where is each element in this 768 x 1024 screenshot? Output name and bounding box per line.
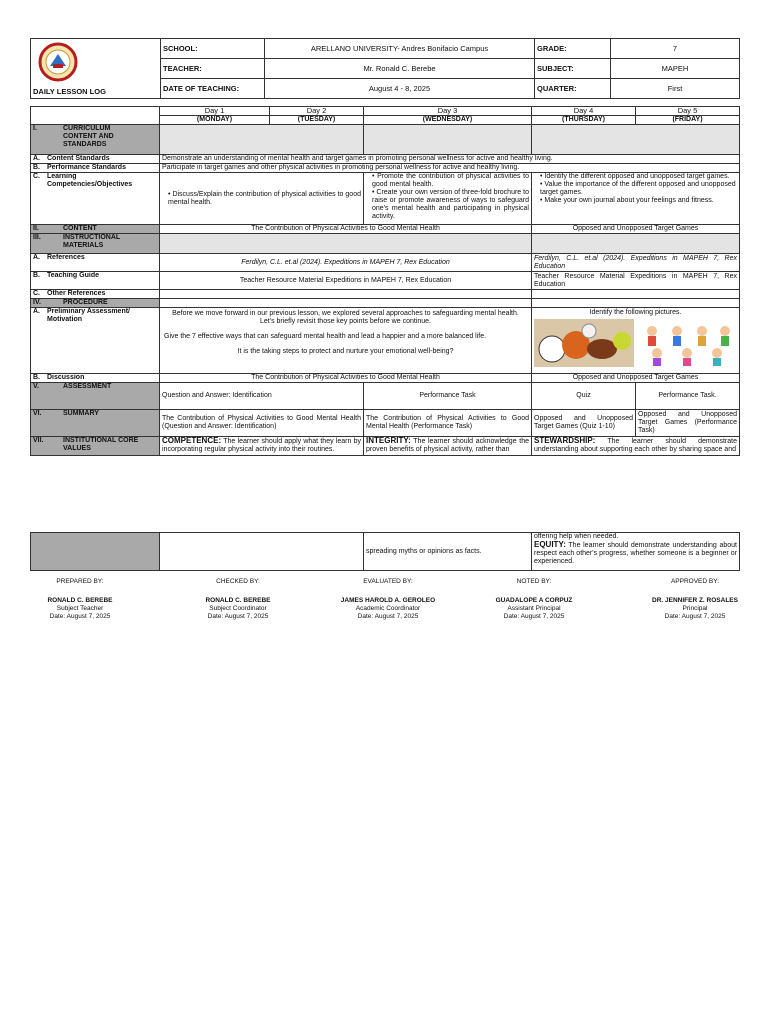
day3-name: (WEDNESDAY): [364, 116, 532, 125]
continuation-table: [30, 532, 740, 571]
target-games-cartoon-image: [637, 319, 737, 367]
discussion-left: The Contribution of Physical Activities to Good Mental Health: [160, 374, 532, 383]
competencies-label: C. Learning Competencies/Objectives: [31, 173, 160, 225]
prelim-left: Before we move forward in our previous lesson, we explored several approaches to safeguarding mental health. Let's briefly revisit those key points before we continue. Give the 7 effective ways that can safeguard mental health and lead a happier and a more balanced life. It is the taking steps to protect and nurture your emotional well-being?: [160, 308, 532, 374]
quarter-label: QUARTER:: [535, 79, 611, 99]
section-vi-label: VI. SUMMARY: [31, 410, 160, 437]
prelim-label: A. Preliminary Assessment/ Motivation: [31, 308, 160, 374]
discussion-label: B. Discussion: [31, 374, 160, 383]
performance-standards-text: Participate in target games and other physical activities in promoting personal wellness for active and healthy living.: [160, 164, 740, 173]
core-values-wed: INTEGRITY: The learner should acknowledge the proven benefits of physical activity, rather than: [364, 437, 532, 456]
section-v-label: V. ASSESSMENT: [31, 383, 160, 410]
day1-name: (MONDAY): [160, 116, 270, 125]
day3-label: Day 3: [364, 107, 532, 116]
date-label: DATE OF TEACHING:: [161, 79, 265, 99]
references-left: Ferdilyn, C.L. et.al (2024). Expeditions in MAPEH 7, Rex Education: [160, 254, 532, 272]
signatory-prepared: PREPARED BY: RONALD C. BEREBE Subject Teacher Date: August 7, 2025: [47, 578, 113, 620]
core-values-thu-fri: STEWARDSHIP: The learner should demonstrate understanding about supporting each other by sharing space and: [532, 437, 740, 456]
day4-name: (THURSDAY): [532, 116, 636, 125]
content-standards-text: Demonstrate an understanding of mental health and target games in promoting personal wellness for active and healthy living.: [160, 155, 740, 164]
section-i-label: I. CURRICULUM CONTENT AND STANDARDS: [31, 125, 160, 155]
sports-balls-image: [534, 319, 634, 367]
day1-label: Day 1: [160, 107, 270, 116]
section-iii-label: III. INSTRUCTIONAL MATERIALS: [31, 234, 160, 254]
competencies-wed: • Promote the contribution of physical activities to good mental health. • Create your own version of three-fold brochure to raise or promote awareness of ways to safeguard one's mental health and participating in physical activity.: [364, 173, 532, 225]
grade-value: 7: [611, 39, 740, 59]
core-values-mon-tue: COMPETENCE: The learner should apply what they learn by incorporating regular physical activity into their routines.: [160, 437, 364, 456]
teacher-label: TEACHER:: [161, 59, 265, 79]
signatory-checked: CHECKED BY: RONALD C. BEREBE Subject Coordinator Date: August 7, 2025: [205, 578, 271, 620]
section-iv-label: IV. PROCEDURE: [31, 299, 160, 308]
subject-label: SUBJECT:: [535, 59, 611, 79]
date-value: August 4 - 8, 2025: [265, 79, 535, 99]
content-left: The Contribution of Physical Activities to Good Mental Health: [160, 225, 532, 234]
day4-label: Day 4: [532, 107, 636, 116]
day2-name: (TUESDAY): [270, 116, 364, 125]
assessment-wed: Performance Task: [364, 383, 532, 410]
performance-standards-label: B. Performance Standards: [31, 164, 160, 173]
day2-label: Day 2: [270, 107, 364, 116]
summary-thu: Opposed and Unopposed Target Games (Quiz 1-10): [532, 410, 636, 437]
assessment-thu: Quiz: [532, 383, 636, 410]
teacher-value: Mr. Ronald C. Berebe: [265, 59, 535, 79]
school-label: SCHOOL:: [161, 39, 265, 59]
summary-wed: The Contribution of Physical Activities to Good Mental Health (Performance Task): [364, 410, 532, 437]
signatory-evaluated: EVALUATED BY: JAMES HAROLD A. GEROLEO Academic Coordinator Date: August 7, 2025: [340, 578, 436, 620]
day5-name: (FRIDAY): [636, 116, 740, 125]
day5-label: Day 5: [636, 107, 740, 116]
teaching-guide-right: Teacher Resource Material Expeditions in MAPEH 7, Rex Education: [532, 272, 740, 290]
discussion-right: Opposed and Unopposed Target Games: [532, 374, 740, 383]
quarter-value: First: [611, 79, 740, 99]
assessment-mon-tue: Question and Answer: Identification: [160, 383, 364, 410]
section-vii-label: VII. INSTITUTIONAL CORE VALUES: [31, 437, 160, 456]
references-label: A. References: [31, 254, 160, 272]
core-values-thu-fri-cont: offering help when needed. EQUITY: The learner should demonstrate understanding about respect each other's progress, whether someone is a beginner or experienced.: [532, 533, 740, 571]
subject-value: MAPEH: [611, 59, 740, 79]
day-header-row: [31, 107, 740, 116]
signatory-approved: APPROVED BY: DR. JENNIFER Z. ROSALES Principal Date: August 7, 2025: [652, 578, 738, 620]
lesson-log-table: [30, 106, 740, 456]
content-right: Opposed and Unopposed Target Games: [532, 225, 740, 234]
prelim-right: Identify the following pictures.: [532, 308, 740, 374]
doc-title: DAILY LESSON LOG: [31, 39, 161, 99]
section-ii-label: II. CONTENT: [31, 225, 160, 234]
references-right: Ferdilyn, C.L. et.al (2024). Expeditions in MAPEH 7, Rex Education: [532, 254, 740, 272]
core-values-wed-cont: spreading myths or opinions as facts.: [364, 533, 532, 571]
teaching-guide-label: B. Teaching Guide: [31, 272, 160, 290]
summary-fri: Opposed and Unopposed Target Games (Performance Task): [636, 410, 740, 437]
grade-label: GRADE:: [535, 39, 611, 59]
other-references-label: C. Other References: [31, 290, 160, 299]
summary-mon-tue: The Contribution of Physical Activities to Good Mental Health (Question and Answer: Identification): [160, 410, 364, 437]
signatory-noted: NOTED BY: GUADALOPE A CORPUZ Assistant Principal Date: August 7, 2025: [495, 578, 573, 620]
competencies-mon-tue: • Discuss/Explain the contribution of physical activities to good mental health.: [160, 173, 364, 225]
teaching-guide-left: Teacher Resource Material Expeditions in MAPEH 7, Rex Education: [160, 272, 532, 290]
competencies-thu-fri: • Identify the different opposed and unopposed target games. • Value the importance of the different opposed and unopposed target games. • Make your own journal about your feelings and fitness.: [532, 173, 740, 225]
content-standards-label: A. Content Standards: [31, 155, 160, 164]
header-table: [30, 38, 740, 99]
school-value: ARELLANO UNIVERSITY- Andres Bonifacio Campus: [265, 39, 535, 59]
assessment-fri: Performance Task.: [636, 383, 740, 410]
